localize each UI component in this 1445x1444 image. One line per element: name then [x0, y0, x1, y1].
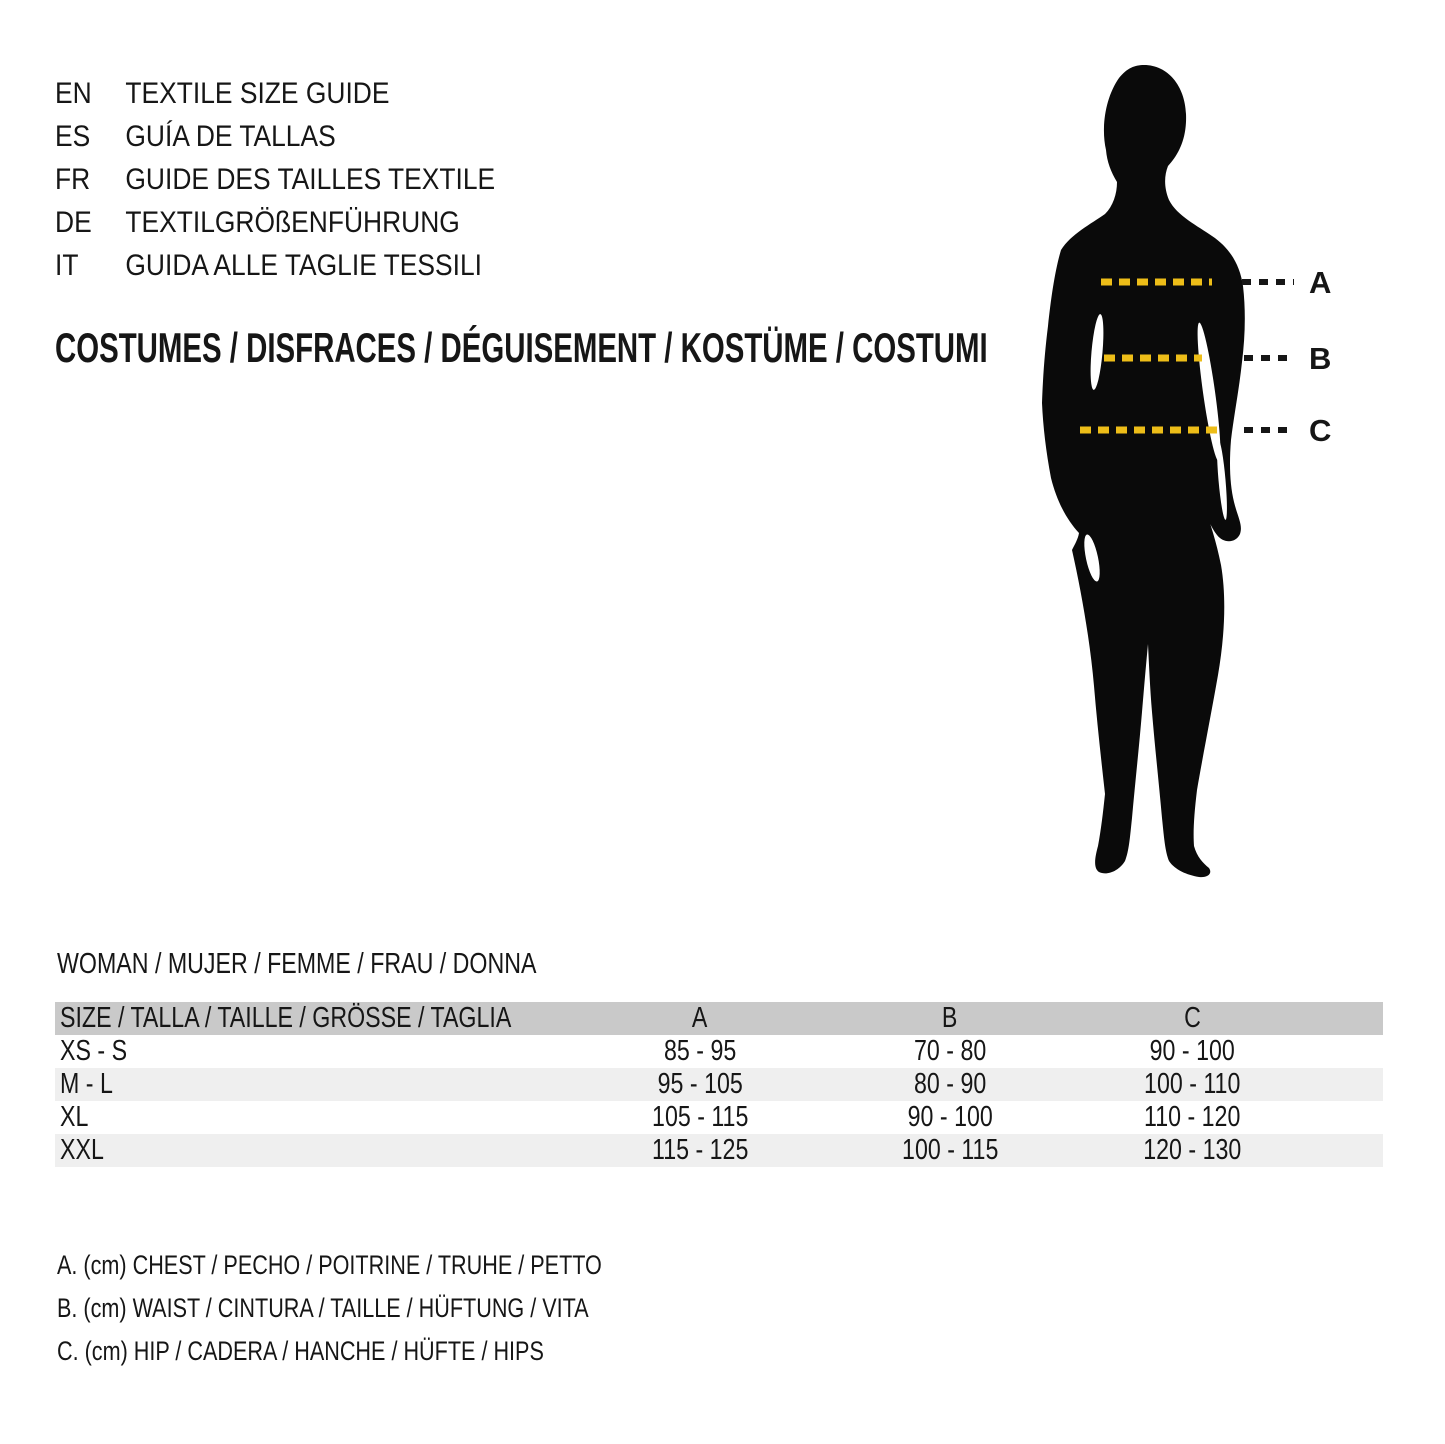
language-guide-list	[55, 72, 555, 287]
size-table	[55, 1002, 1383, 1167]
category-title-text: COSTUMES / DISFRACES / DÉGUISEMENT / KOSTÜME / COSTUMI	[55, 324, 988, 371]
measure-label-c: C	[1309, 413, 1332, 448]
header-b: B	[942, 1002, 958, 1034]
legend-line-chest: A. (cm) CHEST / PECHO / POITRINE / TRUHE / PETTO	[57, 1250, 602, 1280]
size-cell: M - L	[60, 1068, 113, 1100]
measure-label-a: A	[1309, 265, 1332, 300]
table-row	[55, 1134, 1383, 1167]
value-cell-a: 95 - 105	[657, 1068, 743, 1100]
language-code: ES	[55, 119, 91, 153]
measurement-legend	[57, 1244, 738, 1373]
language-row	[55, 244, 495, 287]
table-row	[55, 1068, 1383, 1101]
language-label: GUIDA ALLE TAGLIE TESSILI	[125, 248, 482, 282]
language-code: IT	[55, 248, 79, 282]
value-cell-a: 85 - 95	[663, 1035, 737, 1067]
table-row	[55, 1101, 1383, 1134]
value-cell-b: 90 - 100	[907, 1101, 993, 1133]
value-cell-c: 100 - 110	[1143, 1068, 1241, 1100]
header-c: C	[1183, 1002, 1201, 1034]
measure-label-b: B	[1309, 341, 1332, 376]
language-label: GUIDE DES TAILLES TEXTILE	[125, 162, 496, 196]
size-cell: XXL	[60, 1134, 104, 1166]
language-row	[55, 115, 495, 158]
value-cell-c: 110 - 120	[1143, 1101, 1241, 1133]
language-label: GUÍA DE TALLAS	[125, 119, 336, 153]
size-cell: XL	[60, 1101, 89, 1133]
header-size: SIZE / TALLA / TAILLE / GRÖSSE / TAGLIA	[60, 1002, 512, 1034]
value-cell-b: 70 - 80	[913, 1035, 987, 1067]
value-cell-c: 120 - 130	[1142, 1134, 1242, 1166]
section-title-text: WOMAN / MUJER / FEMME / FRAU / DONNA	[57, 948, 537, 980]
value-cell-a: 105 - 115	[651, 1101, 749, 1133]
language-label: TEXTILE SIZE GUIDE	[125, 76, 390, 110]
value-cell-a: 115 - 125	[651, 1134, 749, 1166]
section-title	[57, 948, 656, 981]
language-code: FR	[55, 162, 91, 196]
legend-line-hip: C. (cm) HIP / CADERA / HANCHE / HÜFTE / HIPS	[57, 1336, 544, 1366]
woman-figure	[1000, 60, 1420, 900]
table-row	[55, 1035, 1383, 1068]
language-code: EN	[55, 76, 92, 110]
woman-silhouette	[1042, 65, 1245, 877]
value-cell-c: 90 - 100	[1149, 1035, 1235, 1067]
language-code: DE	[55, 205, 92, 239]
language-label: TEXTILGRÖßENFÜHRUNG	[125, 205, 460, 239]
legend-line-waist: B. (cm) WAIST / CINTURA / TAILLE / HÜFTUNG / VITA	[57, 1293, 589, 1323]
value-cell-b: 80 - 90	[913, 1068, 987, 1100]
language-row	[55, 72, 495, 115]
language-row	[55, 158, 495, 201]
value-cell-b: 100 - 115	[901, 1134, 999, 1166]
size-cell: XS - S	[60, 1035, 128, 1067]
size-table-header-row	[55, 1002, 1383, 1035]
header-a: A	[692, 1002, 708, 1034]
language-row	[55, 201, 495, 244]
